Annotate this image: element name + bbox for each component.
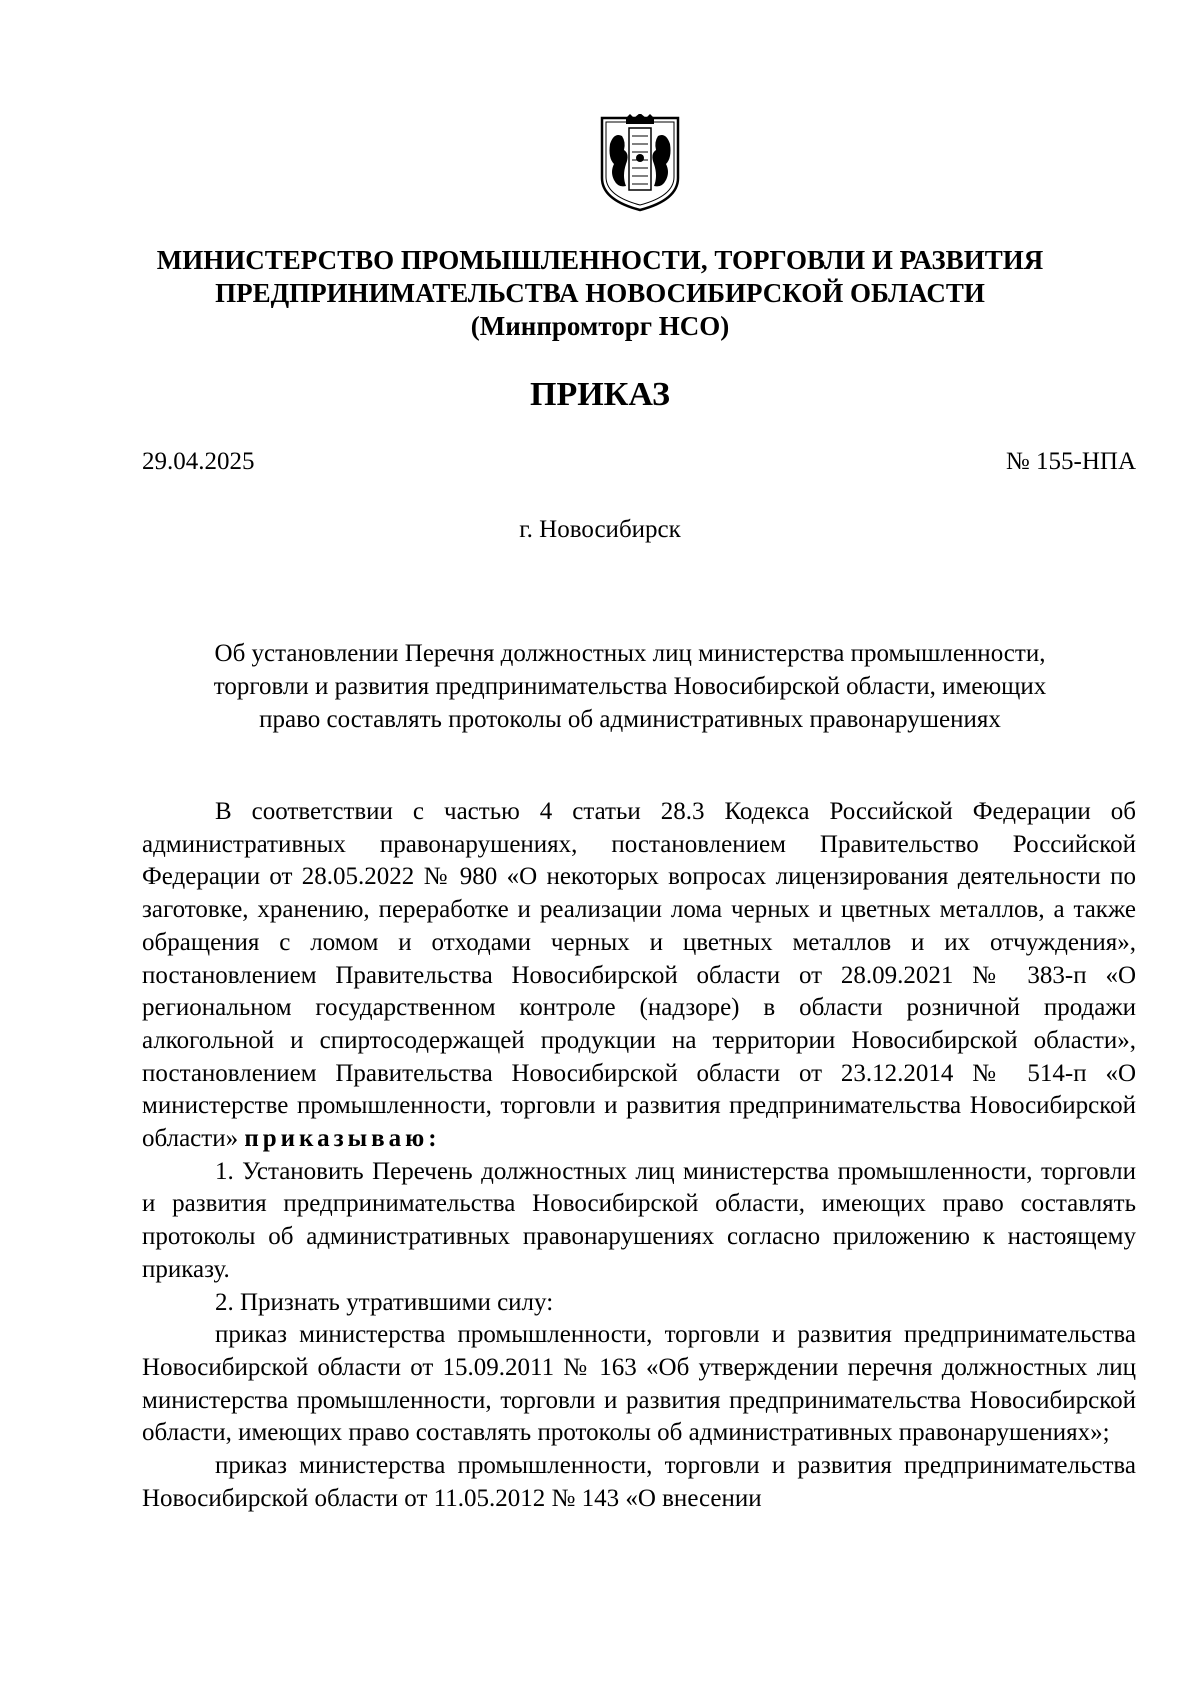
document-number: № 155-НПА <box>1005 448 1136 475</box>
subject-line3: право составлять протоколы об административных правонарушениях <box>259 706 1001 733</box>
preamble-text: В соответствии с частью 4 статьи 28.3 Кодекса Российской Федерации об административных правонарушениях, постановлением Правительство Российской Федерации от 28.05.2022 № 980 «О некоторых вопросах лицензирования деятельности по заготовке, хранению, переработке и реализации лома черных и цветных металлов, а также обращения с ломом и отходами черных и цветных металлов и их отчуждения», постановлением Правительства Новосибирской области от 28.09.2021 № 383-п «О региональном государственном контроле (надзоре) в области розничной продажи алкогольной и спиртосодержащей продукции на территории Новосибирской области», постановлением Правительства Новосибирской области от 23.12.2014 № 514-п «О министерстве промышленности, торговли и развития предпринимательства Новосибирской области» <box>142 798 1136 1153</box>
subject-line2: торговли и развития предпринимательства Новосибирской области, имеющих <box>213 673 1047 700</box>
item-1-paragraph: 1. Установить Перечень должностных лиц министерства промышленности, торговли и развития предпринимательства Новосибирской области, имеющих право составлять протоколы об административных правонарушениях согласно приложению к настоящему приказу. <box>142 1157 1136 1283</box>
item-2-paragraph: 2. Признать утратившими силу: <box>215 1288 554 1316</box>
ministry-name <box>100 244 1100 343</box>
document-subject <box>150 637 1110 736</box>
order-word: приказываю: <box>244 1125 441 1153</box>
item-2b-paragraph: приказ министерства промышленности, торговли и развития предпринимательства Новосибирской области от 11.05.2012 № 143 «О внесении <box>142 1452 1136 1512</box>
coat-of-arms-icon <box>596 114 684 212</box>
subject-line1: Об установлении Перечня должностных лиц министерства промышленности, <box>214 640 1046 667</box>
preamble-paragraph <box>142 796 1136 1156</box>
document-date: 29.04.2025 <box>142 448 255 475</box>
document-body <box>142 796 1136 1515</box>
ministry-name-line1: МИНИСТЕРСТВО ПРОМЫШЛЕННОСТИ, ТОРГОВЛИ И РАЗВИТИЯ <box>156 245 1044 275</box>
document-city: г. Новосибирск <box>519 516 681 543</box>
item-2a-paragraph: приказ министерства промышленности, торговли и развития предпринимательства Новосибирской области от 15.09.2011 № 163 «Об утверждении перечня должностных лиц министерства промышленности, торговли и развития предпринимательства Новосибирской области, имеющих право составлять протоколы об административных правонарушениях»; <box>142 1321 1136 1447</box>
ministry-short-name: (Минпромторг НСО) <box>470 311 730 341</box>
document-type-title: ПРИКАЗ <box>530 376 670 413</box>
ministry-name-line2: ПРЕДПРИНИМАТЕЛЬСТВА НОВОСИБИРСКОЙ ОБЛАСТИ <box>215 278 985 308</box>
